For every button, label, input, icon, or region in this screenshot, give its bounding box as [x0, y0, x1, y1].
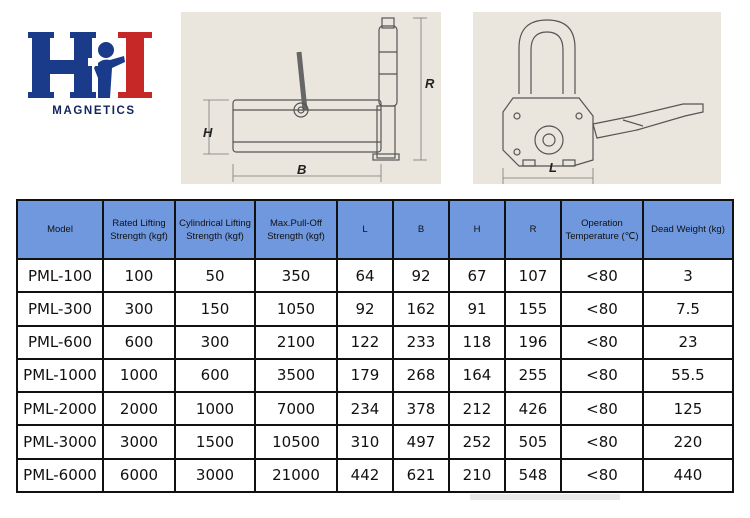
cell-r: 426 — [505, 392, 561, 425]
cell-cylindrical-lifting: 1500 — [175, 425, 255, 458]
column-header-b: B — [393, 200, 449, 259]
cell-h: 67 — [449, 259, 505, 292]
table-row — [17, 326, 733, 359]
cell-model: PML-1000 — [17, 359, 103, 392]
cell-dead-weight: 55.5 — [643, 359, 733, 392]
brand-logo — [28, 28, 156, 126]
cell-h: 210 — [449, 459, 505, 492]
cell-b: 233 — [393, 326, 449, 359]
specification-table — [16, 199, 734, 493]
cell-max-pull-off: 350 — [255, 259, 337, 292]
cell-r: 196 — [505, 326, 561, 359]
cell-cylindrical-lifting: 300 — [175, 326, 255, 359]
cell-dead-weight: 125 — [643, 392, 733, 425]
cell-dead-weight: 3 — [643, 259, 733, 292]
column-header-h: H — [449, 200, 505, 259]
column-header-l: L — [337, 200, 393, 259]
table-row — [17, 259, 733, 292]
cell-rated-lifting: 2000 — [103, 392, 175, 425]
cell-model: PML-600 — [17, 326, 103, 359]
magnet-side-view-illustration — [181, 12, 441, 184]
column-header-operation-temperature: Operation Temperature (℃) — [561, 200, 643, 259]
column-header-max-pull-off: Max.Pull-Off Strength (kgf) — [255, 200, 337, 259]
front-view-drawing — [473, 12, 721, 184]
cell-b: 92 — [393, 259, 449, 292]
table-row — [17, 292, 733, 325]
column-header-r: R — [505, 200, 561, 259]
cell-max-pull-off: 3500 — [255, 359, 337, 392]
cell-model: PML-100 — [17, 259, 103, 292]
cell-max-pull-off: 10500 — [255, 425, 337, 458]
column-header-rated-lifting: Rated Lifting Strength (kgf) — [103, 200, 175, 259]
cell-r: 107 — [505, 259, 561, 292]
dimension-label-r: R — [425, 76, 435, 91]
cell-h: 252 — [449, 425, 505, 458]
cell-cylindrical-lifting: 3000 — [175, 459, 255, 492]
table-header-row — [17, 200, 733, 259]
cell-r: 548 — [505, 459, 561, 492]
cell-max-pull-off: 21000 — [255, 459, 337, 492]
cell-rated-lifting: 600 — [103, 326, 175, 359]
cell-l: 179 — [337, 359, 393, 392]
cell-cylindrical-lifting: 1000 — [175, 392, 255, 425]
cell-model: PML-6000 — [17, 459, 103, 492]
cell-operation-temperature: <80 — [561, 326, 643, 359]
cell-b: 497 — [393, 425, 449, 458]
cell-operation-temperature: <80 — [561, 392, 643, 425]
logo-mark-icon — [28, 28, 156, 106]
cell-l: 92 — [337, 292, 393, 325]
cell-h: 212 — [449, 392, 505, 425]
cell-rated-lifting: 100 — [103, 259, 175, 292]
dimension-label-h: H — [203, 125, 213, 140]
cell-dead-weight: 220 — [643, 425, 733, 458]
cell-operation-temperature: <80 — [561, 459, 643, 492]
column-header-model: Model — [17, 200, 103, 259]
cell-l: 64 — [337, 259, 393, 292]
table-row — [17, 425, 733, 458]
decorative-shadow — [470, 494, 620, 500]
cell-rated-lifting: 6000 — [103, 459, 175, 492]
cell-h: 118 — [449, 326, 505, 359]
column-header-cylindrical-lifting: Cylindrical Lifting Strength (kgf) — [175, 200, 255, 259]
cell-b: 162 — [393, 292, 449, 325]
cell-model: PML-300 — [17, 292, 103, 325]
cell-model: PML-2000 — [17, 392, 103, 425]
cell-operation-temperature: <80 — [561, 359, 643, 392]
cell-l: 122 — [337, 326, 393, 359]
cell-dead-weight: 7.5 — [643, 292, 733, 325]
column-header-dead-weight: Dead Weight (kg) — [643, 200, 733, 259]
cell-rated-lifting: 1000 — [103, 359, 175, 392]
cell-model: PML-3000 — [17, 425, 103, 458]
cell-max-pull-off: 7000 — [255, 392, 337, 425]
cell-max-pull-off: 1050 — [255, 292, 337, 325]
cell-b: 621 — [393, 459, 449, 492]
cell-r: 155 — [505, 292, 561, 325]
cell-b: 378 — [393, 392, 449, 425]
cell-operation-temperature: <80 — [561, 425, 643, 458]
table-row — [17, 392, 733, 425]
dimension-label-l: L — [549, 160, 557, 175]
cell-b: 268 — [393, 359, 449, 392]
cell-cylindrical-lifting: 50 — [175, 259, 255, 292]
magnet-front-view-illustration — [473, 12, 721, 184]
cell-operation-temperature: <80 — [561, 292, 643, 325]
cell-l: 234 — [337, 392, 393, 425]
dimension-label-b: B — [297, 162, 307, 177]
cell-operation-temperature: <80 — [561, 259, 643, 292]
cell-h: 164 — [449, 359, 505, 392]
cell-l: 442 — [337, 459, 393, 492]
cell-max-pull-off: 2100 — [255, 326, 337, 359]
cell-dead-weight: 440 — [643, 459, 733, 492]
table-row — [17, 359, 733, 392]
cell-l: 310 — [337, 425, 393, 458]
cell-rated-lifting: 300 — [103, 292, 175, 325]
cell-h: 91 — [449, 292, 505, 325]
cell-cylindrical-lifting: 600 — [175, 359, 255, 392]
table-row — [17, 459, 733, 492]
cell-r: 255 — [505, 359, 561, 392]
cell-rated-lifting: 3000 — [103, 425, 175, 458]
brand-name: MAGNETICS — [52, 105, 136, 117]
cell-cylindrical-lifting: 150 — [175, 292, 255, 325]
cell-r: 505 — [505, 425, 561, 458]
side-view-drawing — [181, 12, 441, 184]
cell-dead-weight: 23 — [643, 326, 733, 359]
